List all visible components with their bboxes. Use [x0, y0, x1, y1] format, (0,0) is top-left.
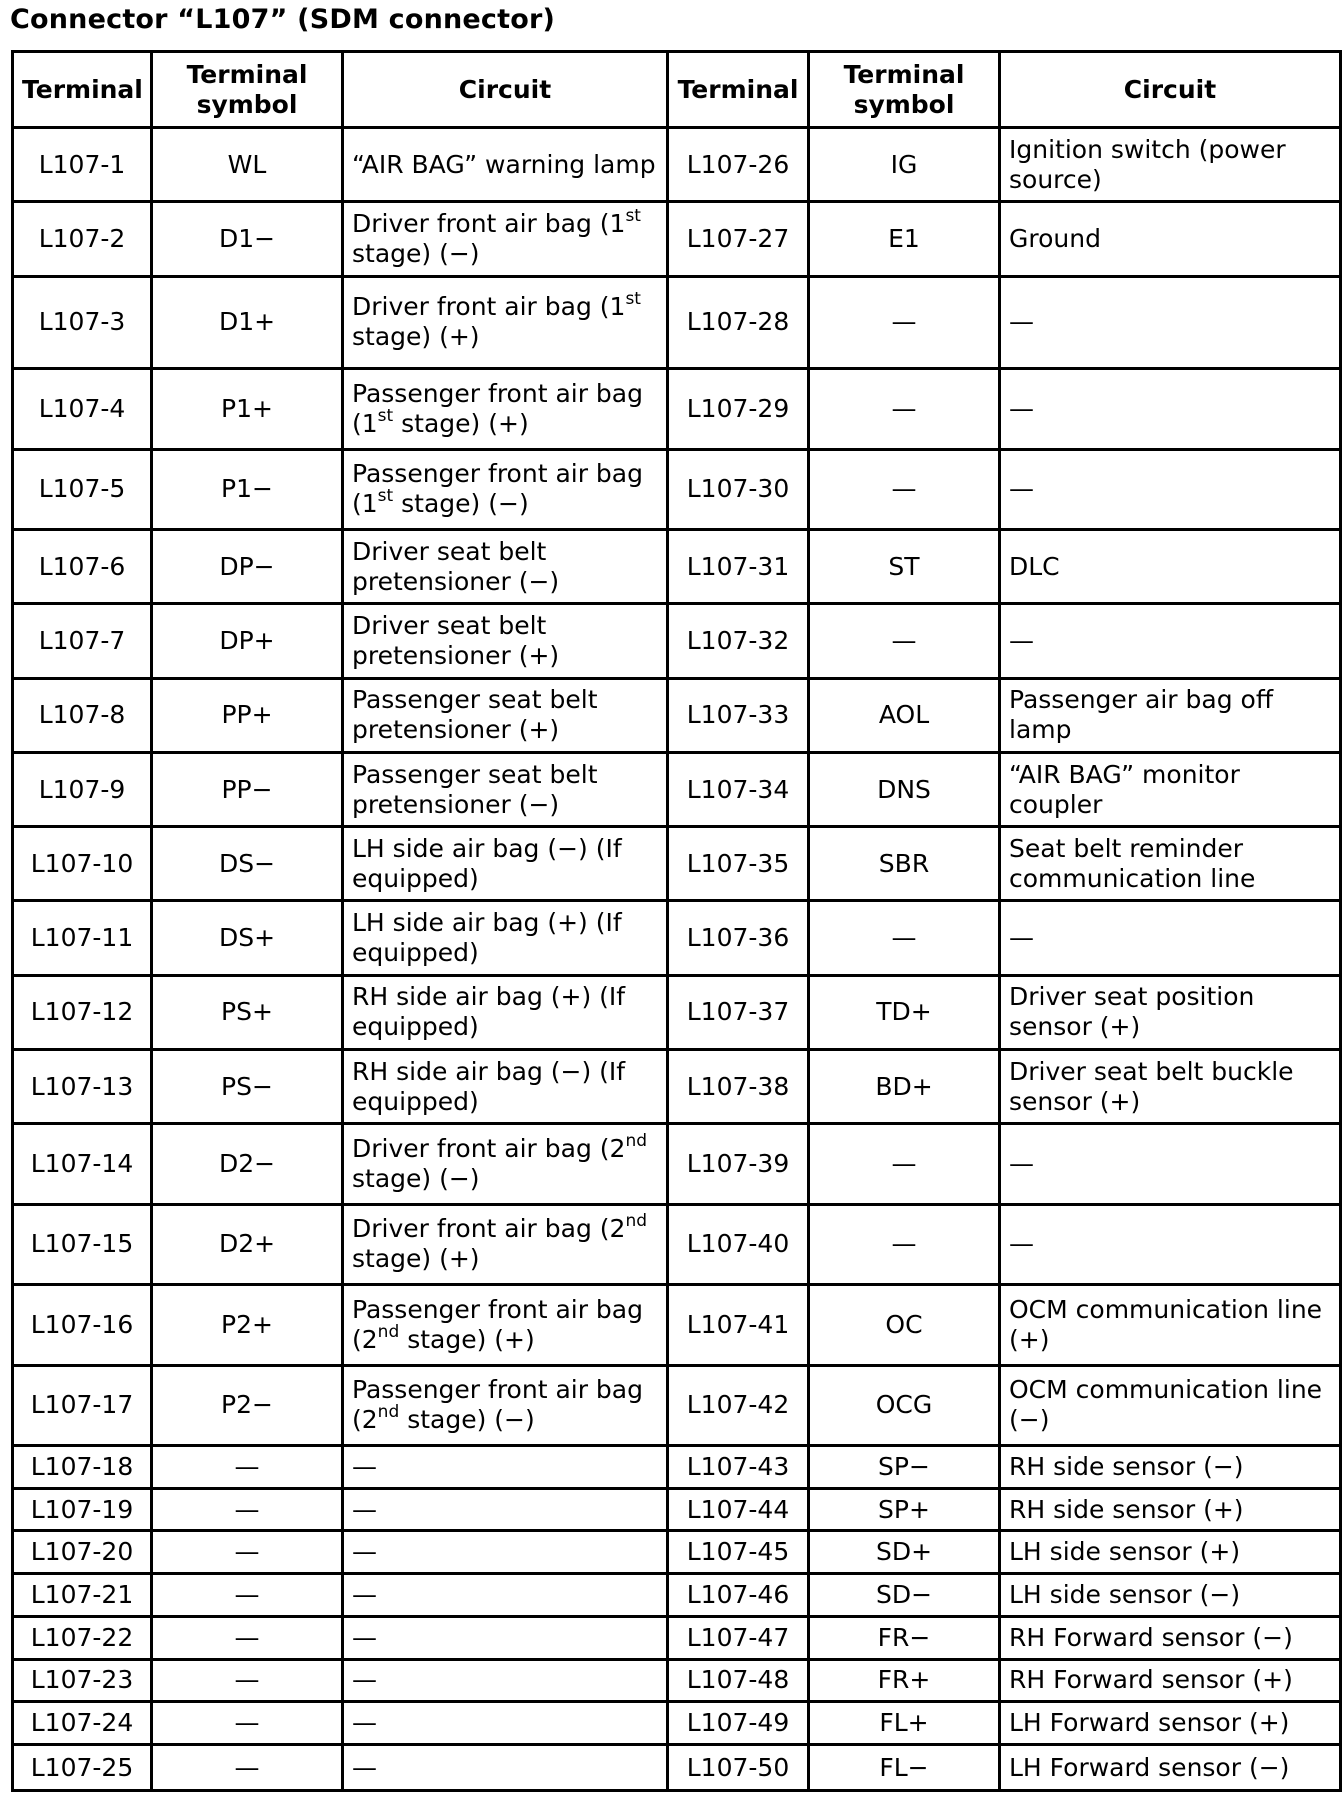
- terminal-cell: L107-23: [14, 1661, 153, 1704]
- terminal-symbol-cell: SD−: [810, 1575, 1001, 1618]
- terminal-symbol-cell: WL: [153, 129, 344, 203]
- terminal-symbol-cell: —: [153, 1447, 344, 1490]
- circuit-cell: Passenger air bag off lamp: [1001, 680, 1339, 754]
- terminal-cell: L107-38: [669, 1051, 810, 1125]
- terminal-symbol-cell: OCG: [810, 1367, 1001, 1447]
- terminal-symbol-cell: —: [810, 370, 1001, 450]
- terminal-cell: L107-29: [669, 370, 810, 450]
- circuit-cell: “AIR BAG” monitor coupler: [1001, 754, 1339, 828]
- terminal-symbol-cell: —: [810, 451, 1001, 531]
- circuit-cell: —: [1001, 370, 1339, 450]
- terminal-symbol-cell: ST: [810, 531, 1001, 605]
- circuit-cell: RH Forward sensor (−): [1001, 1618, 1339, 1661]
- terminal-symbol-cell: D1−: [153, 203, 344, 277]
- circuit-cell: Driver front air bag (2nd stage) (−): [344, 1125, 669, 1205]
- terminal-symbol-cell: P1−: [153, 451, 344, 531]
- terminal-cell: L107-15: [14, 1206, 153, 1286]
- terminal-cell: L107-1: [14, 129, 153, 203]
- terminal-cell: L107-32: [669, 605, 810, 679]
- circuit-cell: Passenger front air bag (1st stage) (+): [344, 370, 669, 450]
- column-header-terminal-symbol: Terminal symbol: [153, 53, 344, 129]
- terminal-symbol-cell: PP+: [153, 680, 344, 754]
- circuit-cell: Ignition switch (power source): [1001, 129, 1339, 203]
- circuit-cell: OCM communication line (+): [1001, 1286, 1339, 1366]
- table-row: [14, 1490, 1339, 1533]
- column-header-circuit: Circuit: [1001, 53, 1339, 129]
- terminal-symbol-cell: PS+: [153, 977, 344, 1051]
- table-row: [14, 1618, 1339, 1661]
- circuit-cell: RH side air bag (−) (If equipped): [344, 1051, 669, 1125]
- terminal-cell: L107-11: [14, 902, 153, 976]
- terminal-symbol-cell: D2+: [153, 1206, 344, 1286]
- circuit-cell: —: [344, 1575, 669, 1618]
- terminal-symbol-cell: DS−: [153, 828, 344, 902]
- circuit-cell: OCM communication line (−): [1001, 1367, 1339, 1447]
- terminal-cell: L107-24: [14, 1703, 153, 1746]
- circuit-cell: —: [1001, 1206, 1339, 1286]
- circuit-cell: —: [344, 1661, 669, 1704]
- table-row: [14, 370, 1339, 450]
- circuit-cell: Passenger seat belt pretensioner (−): [344, 754, 669, 828]
- terminal-cell: L107-6: [14, 531, 153, 605]
- terminal-symbol-cell: —: [153, 1532, 344, 1575]
- table-row: [14, 605, 1339, 679]
- terminal-symbol-cell: P2−: [153, 1367, 344, 1447]
- terminal-symbol-cell: FR+: [810, 1661, 1001, 1704]
- terminal-symbol-cell: SBR: [810, 828, 1001, 902]
- terminal-symbol-cell: —: [153, 1746, 344, 1789]
- terminal-symbol-cell: —: [810, 605, 1001, 679]
- table-row: [14, 828, 1339, 902]
- circuit-cell: Driver seat position sensor (+): [1001, 977, 1339, 1051]
- terminal-cell: L107-17: [14, 1367, 153, 1447]
- terminal-symbol-cell: BD+: [810, 1051, 1001, 1125]
- terminal-symbol-cell: —: [153, 1575, 344, 1618]
- table-row: [14, 977, 1339, 1051]
- circuit-cell: Passenger front air bag (2nd stage) (−): [344, 1367, 669, 1447]
- circuit-cell: Driver front air bag (1st stage) (−): [344, 203, 669, 277]
- terminal-symbol-cell: TD+: [810, 977, 1001, 1051]
- table-row: [14, 129, 1339, 203]
- circuit-cell: RH side air bag (+) (If equipped): [344, 977, 669, 1051]
- circuit-cell: —: [344, 1447, 669, 1490]
- circuit-cell: —: [344, 1490, 669, 1533]
- table-row: [14, 1532, 1339, 1575]
- terminal-cell: L107-48: [669, 1661, 810, 1704]
- circuit-cell: Driver front air bag (1st stage) (+): [344, 278, 669, 371]
- circuit-cell: RH side sensor (+): [1001, 1490, 1339, 1533]
- circuit-cell: Passenger front air bag (1st stage) (−): [344, 451, 669, 531]
- table-row: [14, 451, 1339, 531]
- terminal-cell: L107-30: [669, 451, 810, 531]
- table-row: [14, 754, 1339, 828]
- terminal-symbol-cell: DS+: [153, 902, 344, 976]
- circuit-cell: LH Forward sensor (+): [1001, 1703, 1339, 1746]
- circuit-cell: —: [1001, 451, 1339, 531]
- terminal-symbol-cell: —: [153, 1490, 344, 1533]
- table-row: [14, 278, 1339, 371]
- terminal-cell: L107-35: [669, 828, 810, 902]
- circuit-cell: Passenger front air bag (2nd stage) (+): [344, 1286, 669, 1366]
- terminal-symbol-cell: —: [810, 1125, 1001, 1205]
- terminal-symbol-cell: AOL: [810, 680, 1001, 754]
- terminal-cell: L107-4: [14, 370, 153, 450]
- circuit-cell: LH Forward sensor (−): [1009, 1752, 1290, 1782]
- terminal-cell: L107-45: [669, 1532, 810, 1575]
- header-row: [14, 53, 1339, 129]
- circuit-cell: Passenger seat belt pretensioner (+): [344, 680, 669, 754]
- table-row: [14, 203, 1339, 277]
- terminal-symbol-cell: —: [810, 1206, 1001, 1286]
- circuit-cell: —: [1001, 902, 1339, 976]
- circuit-cell: LH side sensor (−): [1001, 1575, 1339, 1618]
- terminal-symbol-cell: DP−: [153, 531, 344, 605]
- terminal-symbol-cell: SP+: [810, 1490, 1001, 1533]
- terminal-symbol-cell: IG: [810, 129, 1001, 203]
- circuit-cell: —: [344, 1746, 669, 1789]
- terminal-symbol-cell: FR−: [810, 1618, 1001, 1661]
- table-row: [14, 1206, 1339, 1286]
- terminal-symbol-cell: E1: [810, 203, 1001, 277]
- circuit-cell: LH side air bag (+) (If equipped): [344, 902, 669, 976]
- terminal-cell: L107-21: [14, 1575, 153, 1618]
- column-header-terminal: Terminal: [669, 53, 810, 129]
- circuit-cell: —: [344, 1532, 669, 1575]
- circuit-cell: DLC: [1001, 531, 1339, 605]
- terminal-cell: L107-27: [669, 203, 810, 277]
- terminal-symbol-cell: FL−: [810, 1746, 1001, 1789]
- terminal-cell: L107-49: [669, 1703, 810, 1746]
- terminal-symbol-cell: DNS: [810, 754, 1001, 828]
- table-row: [14, 1661, 1339, 1704]
- table-row: [14, 531, 1339, 605]
- terminal-cell: L107-47: [669, 1618, 810, 1661]
- terminal-symbol-cell: —: [810, 278, 1001, 371]
- terminal-symbol-cell: DP+: [153, 605, 344, 679]
- terminal-cell: L107-20: [14, 1532, 153, 1575]
- terminal-cell: L107-22: [14, 1618, 153, 1661]
- terminal-cell: L107-44: [669, 1490, 810, 1533]
- circuit-cell: Ground: [1001, 203, 1339, 277]
- terminal-cell: L107-31: [669, 531, 810, 605]
- table-row: [14, 1286, 1339, 1366]
- table-row: [14, 1125, 1339, 1205]
- circuit-cell: —: [344, 1703, 669, 1746]
- terminal-cell: L107-5: [14, 451, 153, 531]
- terminal-symbol-cell: PS−: [153, 1051, 344, 1125]
- table-row: [14, 1703, 1339, 1746]
- terminal-symbol-cell: —: [153, 1661, 344, 1704]
- circuit-cell: “AIR BAG” warning lamp: [344, 129, 669, 203]
- terminal-symbol-cell: FL+: [810, 1703, 1001, 1746]
- terminal-symbol-cell: P2+: [153, 1286, 344, 1366]
- terminal-cell: L107-37: [669, 977, 810, 1051]
- terminal-cell: L107-46: [669, 1575, 810, 1618]
- circuit-cell: Driver seat belt pretensioner (+): [344, 605, 669, 679]
- terminal-symbol-cell: D2−: [153, 1125, 344, 1205]
- table-row: [14, 1746, 1339, 1789]
- terminal-cell: L107-34: [669, 754, 810, 828]
- terminal-cell: L107-10: [14, 828, 153, 902]
- circuit-cell: RH side sensor (−): [1001, 1447, 1339, 1490]
- table-row: [14, 680, 1339, 754]
- terminal-cell: L107-16: [14, 1286, 153, 1366]
- circuit-cell: Seat belt reminder communication line: [1001, 828, 1339, 902]
- terminal-cell: L107-28: [669, 278, 810, 371]
- terminal-cell: L107-41: [669, 1286, 810, 1366]
- circuit-cell: —: [1001, 605, 1339, 679]
- terminal-cell: L107-14: [14, 1125, 153, 1205]
- table-row: [14, 1367, 1339, 1447]
- terminal-cell: L107-7: [14, 605, 153, 679]
- terminal-cell: L107-42: [669, 1367, 810, 1447]
- column-header-terminal-symbol: Terminal symbol: [810, 53, 1001, 129]
- circuit-cell: RH Forward sensor (+): [1001, 1661, 1339, 1704]
- terminal-cell: L107-13: [14, 1051, 153, 1125]
- terminal-cell: L107-39: [669, 1125, 810, 1205]
- circuit-cell: LH side air bag (−) (If equipped): [344, 828, 669, 902]
- table-row: [14, 902, 1339, 976]
- terminal-symbol-cell: —: [810, 902, 1001, 976]
- terminal-cell: L107-36: [669, 902, 810, 976]
- terminal-symbol-cell: SP−: [810, 1447, 1001, 1490]
- terminal-symbol-cell: SD+: [810, 1532, 1001, 1575]
- table-row: [14, 1575, 1339, 1618]
- terminal-cell: L107-25: [14, 1746, 153, 1789]
- terminal-symbol-cell: D1+: [153, 278, 344, 371]
- connector-table: [11, 50, 1342, 1792]
- terminal-cell: L107-2: [14, 203, 153, 277]
- table-row: [14, 1447, 1339, 1490]
- terminal-symbol-cell: P1+: [153, 370, 344, 450]
- terminal-cell: L107-40: [669, 1206, 810, 1286]
- column-header-circuit: Circuit: [344, 53, 669, 129]
- circuit-cell: Driver front air bag (2nd stage) (+): [344, 1206, 669, 1286]
- terminal-cell: L107-9: [14, 754, 153, 828]
- circuit-cell: —: [1001, 278, 1339, 371]
- terminal-symbol-cell: OC: [810, 1286, 1001, 1366]
- circuit-cell: —: [1001, 1125, 1339, 1205]
- table-row: [14, 1051, 1339, 1125]
- terminal-cell: L107-33: [669, 680, 810, 754]
- terminal-cell: L107-12: [14, 977, 153, 1051]
- terminal-cell: L107-43: [669, 1447, 810, 1490]
- column-header-terminal: Terminal: [14, 53, 153, 129]
- circuit-cell: Driver seat belt pretensioner (−): [344, 531, 669, 605]
- page-title: Connector “L107” (SDM connector): [10, 4, 556, 35]
- circuit-cell: LH side sensor (+): [1001, 1532, 1339, 1575]
- terminal-cell: L107-18: [14, 1447, 153, 1490]
- terminal-cell: L107-3: [14, 278, 153, 371]
- terminal-symbol-cell: —: [153, 1703, 344, 1746]
- terminal-cell: L107-8: [14, 680, 153, 754]
- terminal-cell: L107-19: [14, 1490, 153, 1533]
- circuit-cell: Driver seat belt buckle sensor (+): [1001, 1051, 1339, 1125]
- terminal-symbol-cell: —: [153, 1618, 344, 1661]
- terminal-symbol-cell: PP−: [153, 754, 344, 828]
- terminal-cell: L107-50: [669, 1746, 810, 1789]
- terminal-cell: L107-26: [669, 129, 810, 203]
- circuit-cell: —: [344, 1618, 669, 1661]
